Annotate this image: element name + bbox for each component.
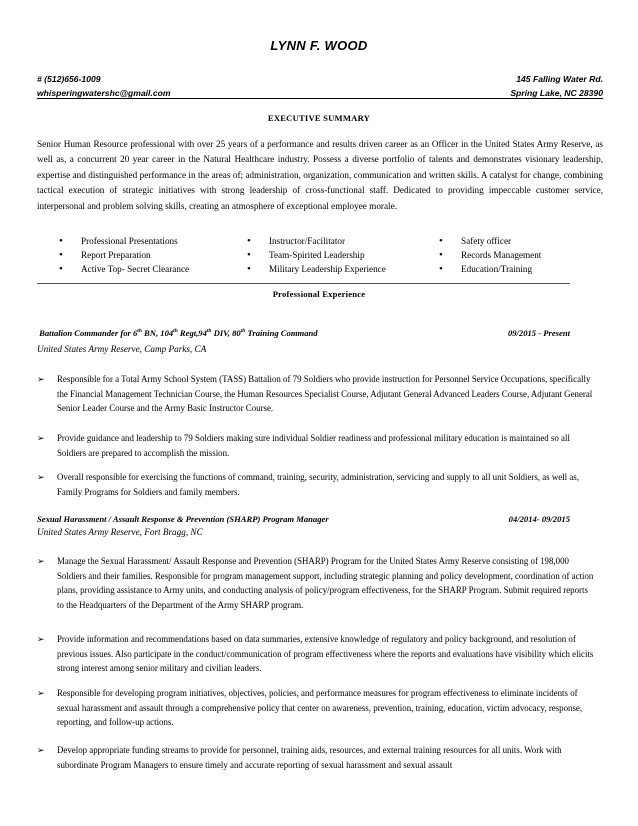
bullet-text: Responsible for developing program initiatives, objectives, policies, and performance measures for program effectiveness to eliminate incidents of sexual harassment and assault through a comprehensive policy that center on awareness, prevention, training, education, victim advocacy, response, reporting, and follow-up actions. — [57, 688, 583, 728]
professional-experience-heading: Professional Experience — [272, 289, 366, 299]
skill-item: • Education/Training — [439, 262, 589, 276]
job-1-title — [37, 328, 318, 338]
address-city: Spring Lake, NC 28390 — [510, 88, 603, 98]
bullet-text: Responsible for a Total Army School System (TASS) Battalion of 79 Soldiers who provide instruction for Personnel Service Occupations, specifically the Financial Management Technician Course, the Human Resources Specialist Course, Adjutant General Advanced Leaders Course, Adjutant General Senior Leader Course and the Army Basic Instructor Course. — [57, 374, 593, 414]
bullet-text: Manage the Sexual Harassment/ Assault Response and Prevention (SHARP) Program for the United States Army Reserve consisting of 198,000 Soldiers and their families. Responsible for program management support, including strategic planning and policy development, coordination of action plans, providing assistance to Army units, and conducting analysis of policy/program effectiveness, for the SHARP Program. Submit required reports to the Headquarters of the Department of the Army SHARP program. — [57, 556, 594, 610]
skills-list — [37, 234, 603, 277]
bullet-text: Provide information and recommendations based on data summaries, extensive knowledge of regulatory and policy background, and resolution of previous issues. Also participate in the conduct/communication of program effectiveness where the reports and evaluations have visibility which elicits strong interest among senior military and civilian leaders. — [57, 634, 594, 674]
job-2-bullet-4 — [37, 743, 597, 772]
skill-item: • Safety officer — [439, 234, 589, 248]
ordinal-suffix: th — [173, 328, 178, 335]
job-1-dates: 09/2015 - Present — [507, 328, 570, 338]
executive-summary-heading: EXECUTIVE SUMMARY — [267, 113, 371, 123]
address-street: 145 Falling Water Rd. — [516, 74, 603, 84]
job-1-bullet-2 — [37, 431, 597, 460]
contact-row-2 — [37, 88, 603, 99]
arrow-bullet-icon: ➢ — [37, 472, 45, 482]
arrow-bullet-icon: ➢ — [37, 556, 45, 566]
skills-column-3 — [439, 234, 589, 277]
contact-row-1 — [37, 74, 603, 84]
email-address: whisperingwatershc@gmail.com — [37, 88, 171, 98]
job-1-header — [37, 328, 570, 338]
skill-item: • Active Top- Secret Clearance — [59, 262, 247, 276]
job-2-bullet-1 — [37, 554, 597, 612]
skills-column-1 — [59, 234, 247, 277]
skill-item: • Military Leadership Experience — [247, 262, 439, 276]
job-1-title-part: Battalion Commander for 6 — [39, 328, 138, 338]
section-divider — [37, 283, 570, 284]
phone-number: # (512)656-1009 — [37, 74, 101, 84]
arrow-bullet-icon: ➢ — [37, 433, 45, 443]
skills-column-2 — [247, 234, 439, 277]
job-2-title: Sexual Harassment / Assault Response & Prevention (SHARP) Program Manager — [37, 514, 329, 524]
job-1-bullet-1 — [37, 372, 597, 416]
job-1-title-part: Regt,94 — [177, 328, 207, 338]
job-2-dates: 04/2014- 09/2015 — [508, 514, 570, 524]
arrow-bullet-icon: ➢ — [37, 745, 45, 755]
skill-item: • Records Management — [439, 248, 589, 262]
arrow-bullet-icon: ➢ — [37, 688, 45, 698]
executive-summary-text: Senior Human Resource professional with over 25 years of a performance and results driven career as an Officer in the United States Army Reserve, as well as, a concurrent 20 year career in the Natural Healthcare industry. Possess a diverse portfolio of talents and demonstrates visionary leadership, expertise and distinguished performance in the areas of; administration, organization, communication and written skills. A catalyst for change, combining tactical execution of strategic initiatives with strong leadership of cross-functional staff. Dedicated to providing impeccable customer service, interpersonal and problem solving skills, creating an atmosphere of exceptional employee morale. — [37, 139, 603, 211]
job-2-bullet-2 — [37, 632, 597, 676]
skill-item: • Instructor/Facilitator — [247, 234, 439, 248]
ordinal-suffix: th — [206, 328, 212, 335]
arrow-bullet-icon: ➢ — [37, 374, 45, 384]
job-2-header — [37, 514, 570, 524]
skill-item: • Report Preparation — [59, 248, 247, 262]
job-2-location: United States Army Reserve, Fort Bragg, NC — [37, 527, 203, 537]
ordinal-suffix: th — [240, 328, 246, 335]
job-2-bullet-3 — [37, 686, 597, 730]
bullet-text: Develop appropriate funding streams to provide for personnel, training aids, resources, and external training resources for all units. Work with subordinate Program Managers to ensure timely and accurate reporting of sexual harassment and sexual assault — [57, 745, 562, 770]
candidate-name: LYNN F. WOOD — [270, 38, 368, 53]
job-1-bullet-3 — [37, 470, 597, 499]
bullet-text: Overall responsible for exercising the functions of command, training, security, administration, servicing and supply to all unit Soldiers, as well as, Family Programs for Soldiers and family members. — [57, 472, 579, 497]
job-1-title-part: Training Command — [245, 328, 318, 338]
job-1-title-part: BN, 104 — [141, 328, 174, 338]
skill-item: • Professional Presentations — [59, 234, 247, 248]
ordinal-suffix: th — [137, 328, 142, 335]
job-1-location: United States Army Reserve, Camp Parks, CA — [37, 344, 207, 354]
job-1-title-part: DIV, 80 — [211, 328, 241, 338]
skill-item: • Team-Spirited Leadership — [247, 248, 439, 262]
arrow-bullet-icon: ➢ — [37, 634, 45, 644]
bullet-text: Provide guidance and leadership to 79 Soldiers making sure individual Soldier readiness and professional military education is maintained so all Soldiers are prepared to accomplish the mission. — [57, 433, 570, 458]
